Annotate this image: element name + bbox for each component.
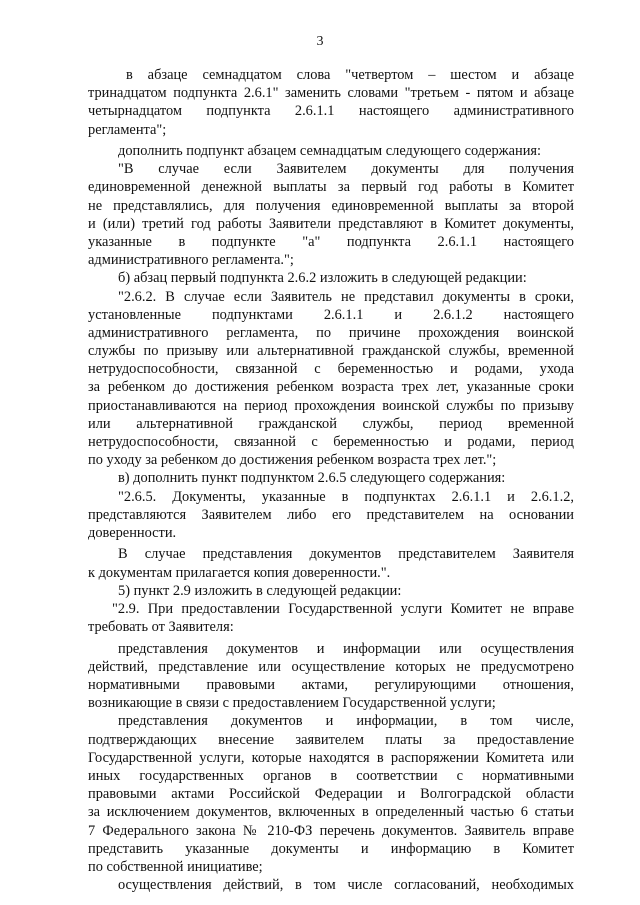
text-line: требовать от Заявителя: — [88, 619, 234, 636]
text-line: не представлялись, для получения единовременной выплаты за второй — [88, 197, 574, 214]
text-line: нетрудоспособности, связанной с беременностью и родами, ухода — [88, 361, 574, 378]
text-line: доверенности. — [88, 524, 177, 541]
text-line: представления документов и информации или осуществления — [118, 640, 574, 657]
page-number: 3 — [316, 34, 324, 49]
text-line: четырнадцатом подпункта 2.6.1.1 настоящего административного — [88, 103, 574, 120]
text-line: административного регламента."; — [88, 252, 294, 269]
text-line: административного регламента, по причине прохождения воинской — [88, 324, 574, 341]
text-line: и (или) третий год работы Заявители представляют в Комитет документы, — [88, 215, 574, 232]
text-line: 5) пункт 2.9 изложить в следующей редакции: — [118, 582, 402, 599]
text-line: за ребенком до достижения ребенком возраста трех лет, указанные сроки — [88, 379, 574, 396]
text-line: "2.6.5. Документы, указанные в подпунктах 2.6.1.1 и 2.6.1.2, — [118, 488, 574, 505]
text-line: В случае представления документов представителем Заявителя — [118, 546, 574, 563]
text-line: или альтернативной гражданской службы, период временной — [88, 415, 574, 432]
text-line: приостанавливаются на период прохождения воинской службы по призыву — [88, 397, 574, 414]
text-line: представляются Заявителем либо его представителем на основании — [88, 506, 574, 523]
text-line: за исключением документов, включенных в определенный частью 6 статьи — [88, 804, 574, 821]
text-line: дополнить подпункт абзацем семнадцатым следующего содержания: — [118, 143, 542, 160]
document-body — [88, 66, 574, 894]
text-line: в) дополнить пункт подпунктом 2.6.5 следующего содержания: — [118, 470, 506, 487]
text-line: нетрудоспособности, связанной с беременностью и родами, период — [88, 434, 574, 451]
text-line: "2.9. При предоставлении Государственной услуги Комитет не вправе — [112, 601, 574, 618]
text-line: тринадцатом подпункта 2.6.1" заменить словами "третьем - пятом и абзаце — [88, 85, 574, 102]
text-line: представления документов и информации, в том числе, — [118, 713, 574, 730]
text-line: к документам прилагается копия доверенности.". — [88, 564, 391, 581]
text-line: в абзаце семнадцатом слова "четвертом – шестом и абзаце — [126, 67, 574, 83]
text-line: Государственной услуги, которые находятся в распоряжении Комитета или — [88, 749, 574, 766]
text-line: установленные подпунктами 2.6.1.1 и 2.6.1.2 настоящего — [88, 306, 574, 323]
text-line: службы по призыву или альтернативной гражданской службы, временной — [88, 343, 574, 360]
text-line: 7 Федерального закона № 210-ФЗ перечень документов. Заявитель вправе — [88, 822, 574, 839]
text-line: возникающие в связи с предоставлением Государственной услуги; — [88, 695, 496, 712]
text-line: представить указанные документы и информацию в Комитет — [88, 840, 574, 857]
text-line: по собственной инициативе; — [88, 858, 263, 875]
text-line: "В случае если Заявителем документы для получения — [118, 161, 574, 178]
text-line: указанные в подпункте "а" подпункта 2.6.1.1 настоящего — [88, 233, 574, 250]
text-line: правовыми актами Российской Федерации и Волгоградской области — [88, 786, 574, 803]
text-line: по уходу за ребенком до достижения ребенком возраста трех лет."; — [88, 452, 497, 469]
text-line: б) абзац первый подпункта 2.6.2 изложить в следующей редакции: — [118, 270, 527, 287]
text-line: иных государственных органов в соответствии с нормативными — [88, 768, 574, 785]
text-line: подтверждающих внесение заявителем платы за предоставление — [88, 731, 574, 748]
text-line: регламента"; — [88, 121, 167, 138]
text-line: "2.6.2. В случае если Заявитель не представил документы в сроки, — [118, 288, 574, 305]
text-line: нормативными правовыми актами, регулирующими отношения, — [88, 677, 574, 694]
text-line: осуществления действий, в том числе согласований, необходимых — [118, 877, 574, 894]
text-line: единовременной денежной выплаты за первый год работы в Комитет — [88, 179, 574, 196]
text-line: действий, представление или осуществление которых не предусмотрено — [88, 658, 574, 675]
